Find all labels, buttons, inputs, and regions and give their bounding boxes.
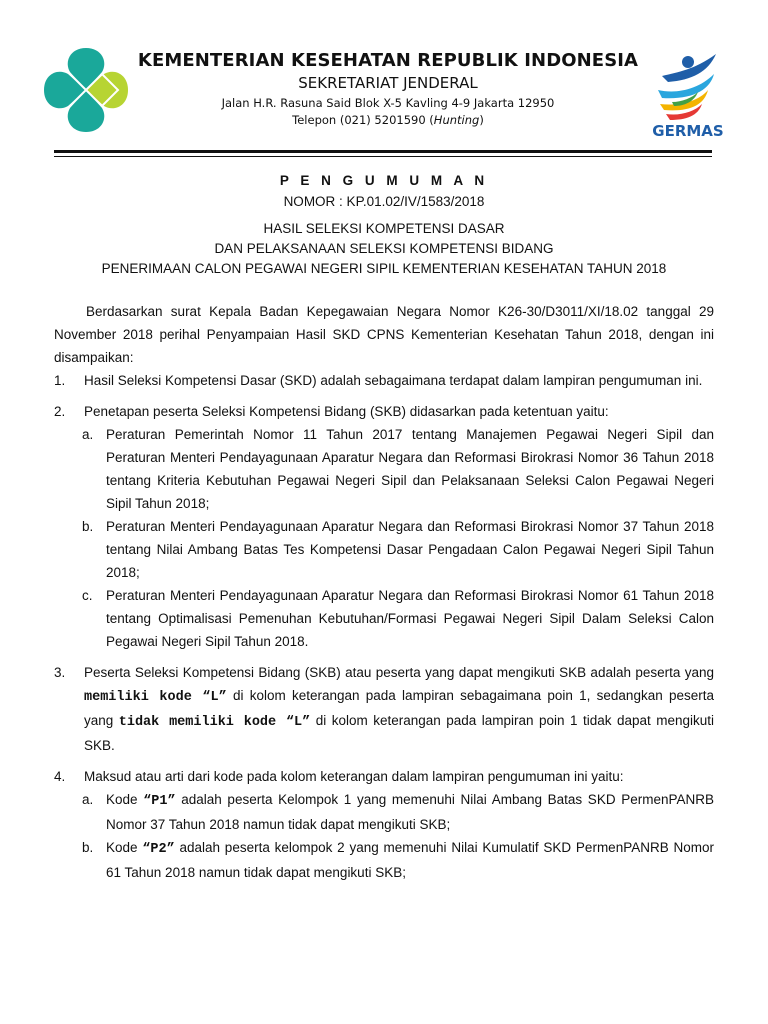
announcement-label: P E N G U M U M A N [279, 173, 489, 188]
sub-letter: b. [82, 840, 94, 855]
list-text: Maksud atau arti dari kode pada kolom keterangan dalam lampiran pengumuman ini yaitu: [84, 769, 624, 784]
sub-letter: b. [82, 519, 94, 534]
sub-text: Kode “P1” adalah peserta Kelompok 1 yang memenuhi Nilai Ambang Batas SKD PermenPANRB Nomor 37 Tahun 2018 namun tidak dapat mengikuti SKB; [106, 792, 714, 832]
header-rule-thick [54, 150, 712, 153]
secretariat-subtitle: SEKRETARIAT JENDERAL [298, 74, 478, 92]
announcement-body [54, 300, 714, 884]
sub-letter: a. [82, 427, 94, 442]
list-item-2 [54, 400, 714, 423]
list-text: Hasil Seleksi Kompetensi Dasar (SKD) adalah sebagaimana terdapat dalam lampiran pengumuman ini. [84, 373, 703, 388]
list-number: 4. [54, 769, 66, 784]
sub-item-2c [82, 584, 714, 653]
germas-wordmark: GERMAS [652, 122, 724, 140]
announcement-title-line-2: DAN PELAKSANAAN SELEKSI KOMPETENSI BIDANG [214, 241, 554, 256]
list-text: Peserta Seleksi Kompetensi Bidang (SKB) atau peserta yang dapat mengikuti SKB adalah peserta yang memiliki kode “L” di kolom keterangan pada lampiran sebagaimana poin 1, sedangkan peserta yang tidak memiliki kode “L” di kolom keterangan pada lampiran poin 1 tidak dapat mengikuti SKB. [84, 665, 714, 753]
ministry-address: Jalan H.R. Rasuna Said Blok X-5 Kavling 4-9 Jakarta 12950 [221, 96, 555, 110]
sub-text: Kode “P2” adalah peserta kelompok 2 yang memenuhi Nilai Kumulatif SKD PermenPANRB Nomor 61 Tahun 2018 namun tidak dapat mengikuti SKB; [106, 840, 714, 880]
sub-text: Peraturan Menteri Pendayagunaan Aparatur Negara dan Reformasi Birokrasi Nomor 61 Tahun 2018 tentang Optimalisasi Pemenuhan Kebutuhan/Formasi Pegawai Negeri Sipil Dalam Seleksi Calon Pegawai Negeri Sipil Tahun 2018. [106, 588, 714, 649]
kemenkes-logo [40, 44, 132, 136]
announcement-title-line-3: PENERIMAAN CALON PEGAWAI NEGERI SIPIL KEMENTERIAN KESEHATAN TAHUN 2018 [101, 261, 667, 276]
letterhead [132, 50, 644, 127]
list-number: 3. [54, 665, 66, 680]
ministry-phone: Telepon (021) 5201590 (Hunting) [292, 113, 484, 127]
no-code-l-emphasis: tidak memiliki kode “L” [118, 715, 311, 730]
intro-paragraph: Berdasarkan surat Kepala Badan Kepegawaian Negara Nomor K26-30/D3011/XI/18.02 tanggal 29 November 2018 perihal Penyampaian Hasil SKD CPNS Kementerian Kesehatan Tahun 2018, dengan ini disampaikan: [54, 304, 714, 365]
germas-logo [648, 50, 728, 146]
list-item-4 [54, 765, 714, 788]
header-rule-thin [54, 156, 712, 157]
sub-text: Peraturan Menteri Pendayagunaan Aparatur Negara dan Reformasi Birokrasi Nomor 37 Tahun 2018 tentang Nilai Ambang Batas Tes Kompetensi Dasar Pengadaan Calon Pegawai Negeri Sipil Tahun 2018; [106, 519, 714, 580]
sub-item-2b [82, 515, 714, 584]
germas-emblem-icon [648, 50, 728, 122]
announcement-number: NOMOR : KP.01.02/IV/1583/2018 [283, 194, 485, 209]
code-p1: “P1” [143, 794, 176, 809]
sub-text: Peraturan Pemerintah Nomor 11 Tahun 2017 tentang Manajemen Pegawai Negeri Sipil dan Peraturan Menteri Pendayagunaan Aparatur Negara dan Reformasi Birokrasi Nomor 36 Tahun 2018 tentang Kriteria Kebutuhan Pegawai Negeri Sipil dan Pelaksanaan Seleksi Calon Pegawai Negeri Sipil Tahun 2018; [106, 427, 714, 511]
list-item-3 [54, 661, 714, 757]
sub-item-2a [82, 423, 714, 515]
list-number: 2. [54, 404, 66, 419]
sub-letter: c. [82, 588, 93, 603]
list-number: 1. [54, 373, 66, 388]
list-text: Penetapan peserta Seleksi Kompetensi Bidang (SKB) didasarkan pada ketentuan yaitu: [84, 404, 609, 419]
ministry-title: KEMENTERIAN KESEHATAN REPUBLIK INDONESIA [137, 50, 639, 71]
sub-letter: a. [82, 792, 94, 807]
code-l-emphasis: memiliki kode “L” [84, 690, 227, 705]
list-item-1 [54, 369, 714, 392]
announcement-title-line-1: HASIL SELEKSI KOMPETENSI DASAR [263, 221, 505, 236]
code-p2: “P2” [142, 842, 175, 857]
sub-item-4a [82, 788, 714, 836]
sub-item-4b [82, 836, 714, 884]
